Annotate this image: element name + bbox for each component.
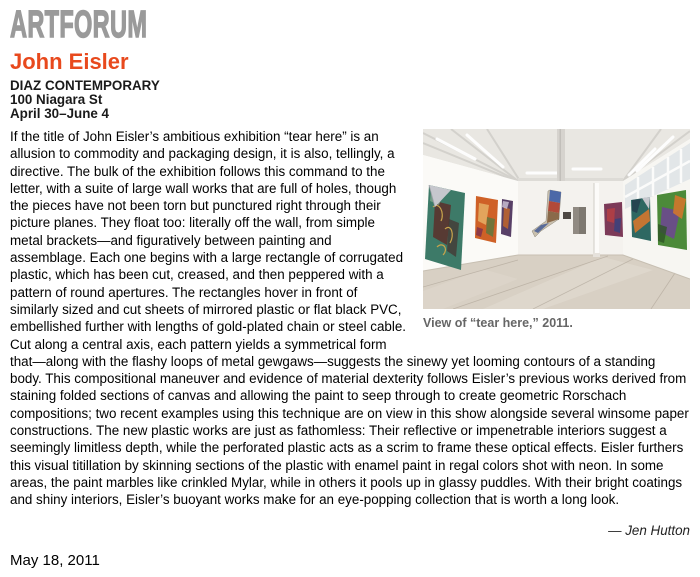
artwork-right-1 <box>604 202 623 237</box>
artwork-left-2 <box>475 196 498 243</box>
artwork-left-3 <box>501 199 513 237</box>
artforum-logo[interactable]: ARTFORUM <box>10 4 148 46</box>
photo-caption: View of “tear here,” 2011. <box>423 316 573 330</box>
artwork-right-2 <box>631 197 651 241</box>
page-title: John Eisler <box>10 49 129 74</box>
venue-block <box>10 79 690 121</box>
venue-name: DIAZ CONTEMPORARY <box>10 78 160 93</box>
reviewer-byline: — Jen Hutton <box>608 522 690 538</box>
venue-address: 100 Niagara St <box>10 92 103 107</box>
article-body <box>10 128 690 509</box>
exhibition-dates: April 30–June 4 <box>10 106 109 121</box>
artwork-right-3 <box>657 190 687 250</box>
exhibition-photo[interactable] <box>423 129 690 309</box>
review-body: If the title of John Eisler’s ambitious exhibition “tear here” is an allusion to commodity and packaging design, it is also, tellingly, a directive. The bulk of the exhibition follows this command to the letter, with a suite of large wall works that are full of holes, though the pieces have not been torn but punctured right through their picture planes. They float too: literally off the wall, from simple metal brackets—and figuratively between painting and assemblage. Each one begins with a large rectangle of corrugated plastic, which has been cut, creased, and then peppered with a pattern of round apertures. The rectangles hover in front of similarly sized and cut sheets of mirrored plastic or flat black PVC, embellished further with lengths of gold-plated chain or steel cable. Cut along a central axis, each pattern yields a symmetrical form that—along with the flashy loops of metal gewgaws—suggests the sinewy yet looming contours of a standing body. This compositional maneuver and evidence of material dexterity follows Eisler’s previous works derived from staining folded sections of canvas and allowing the paint to seep through to create geometric Rorschach compositions; two recent examples using this technique are on view in this show alongside several winsome paper constructions. The new plastic works are just as fathomless: Their reflective or impenetrable interiors suggest a seemingly limitless depth, while the perforated plastic acts as a scrim to frame these optical effects. Eisler furthers this visual titillation by skinning sections of the plastic with enamel paint in regal colors shot with neon. In some areas, the paint marbles like crinkled Mylar, while in others it pools up in glassy puddles. With their bright coatings and shiny interiors, Eisler’s buoyant works make for an eye-popping collection that is worth a long look. <box>10 129 689 508</box>
exhibit-figure <box>423 129 690 331</box>
artwork-left-1 <box>425 185 465 270</box>
publish-date: May 18, 2011 <box>10 551 100 569</box>
masthead <box>10 4 690 46</box>
